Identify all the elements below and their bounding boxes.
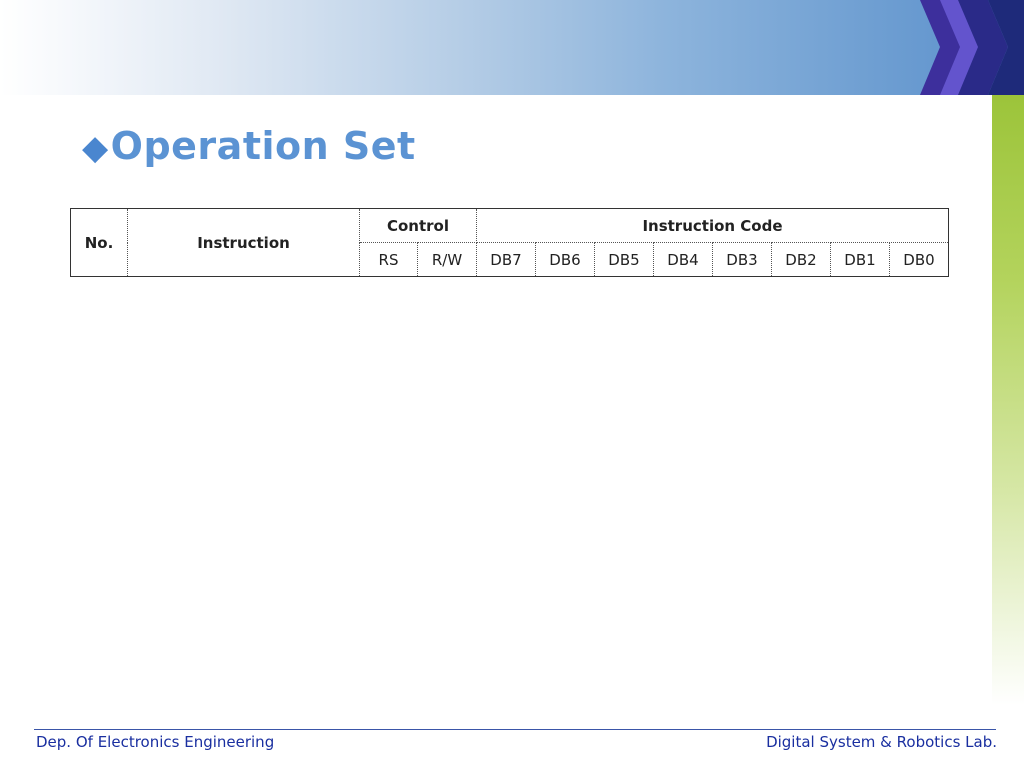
header-banner bbox=[0, 0, 1024, 95]
header-db2: DB2 bbox=[772, 243, 831, 277]
chevron-decoration-icon bbox=[900, 0, 1024, 95]
footer-divider bbox=[34, 729, 996, 730]
header-control: Control bbox=[360, 209, 477, 243]
header-instruction-code: Instruction Code bbox=[477, 209, 949, 243]
header-db0: DB0 bbox=[890, 243, 949, 277]
header-rs: RS bbox=[360, 243, 418, 277]
header-no: No. bbox=[71, 209, 128, 277]
header-db4: DB4 bbox=[654, 243, 713, 277]
operation-set-table bbox=[70, 208, 949, 277]
footer-department: Dep. Of Electronics Engineering bbox=[36, 733, 275, 751]
side-accent-bar bbox=[992, 95, 1024, 705]
footer-lab: Digital System & Robotics Lab. bbox=[766, 733, 997, 751]
header-db7: DB7 bbox=[477, 243, 536, 277]
header-db5: DB5 bbox=[595, 243, 654, 277]
header-instruction: Instruction bbox=[128, 209, 360, 277]
page-title: ◆Operation Set bbox=[82, 124, 416, 168]
table-header-row bbox=[71, 209, 949, 243]
header-db6: DB6 bbox=[536, 243, 595, 277]
header-db3: DB3 bbox=[713, 243, 772, 277]
diamond-bullet-icon: ◆ bbox=[82, 128, 109, 168]
header-rw: R/W bbox=[418, 243, 477, 277]
header-db1: DB1 bbox=[831, 243, 890, 277]
